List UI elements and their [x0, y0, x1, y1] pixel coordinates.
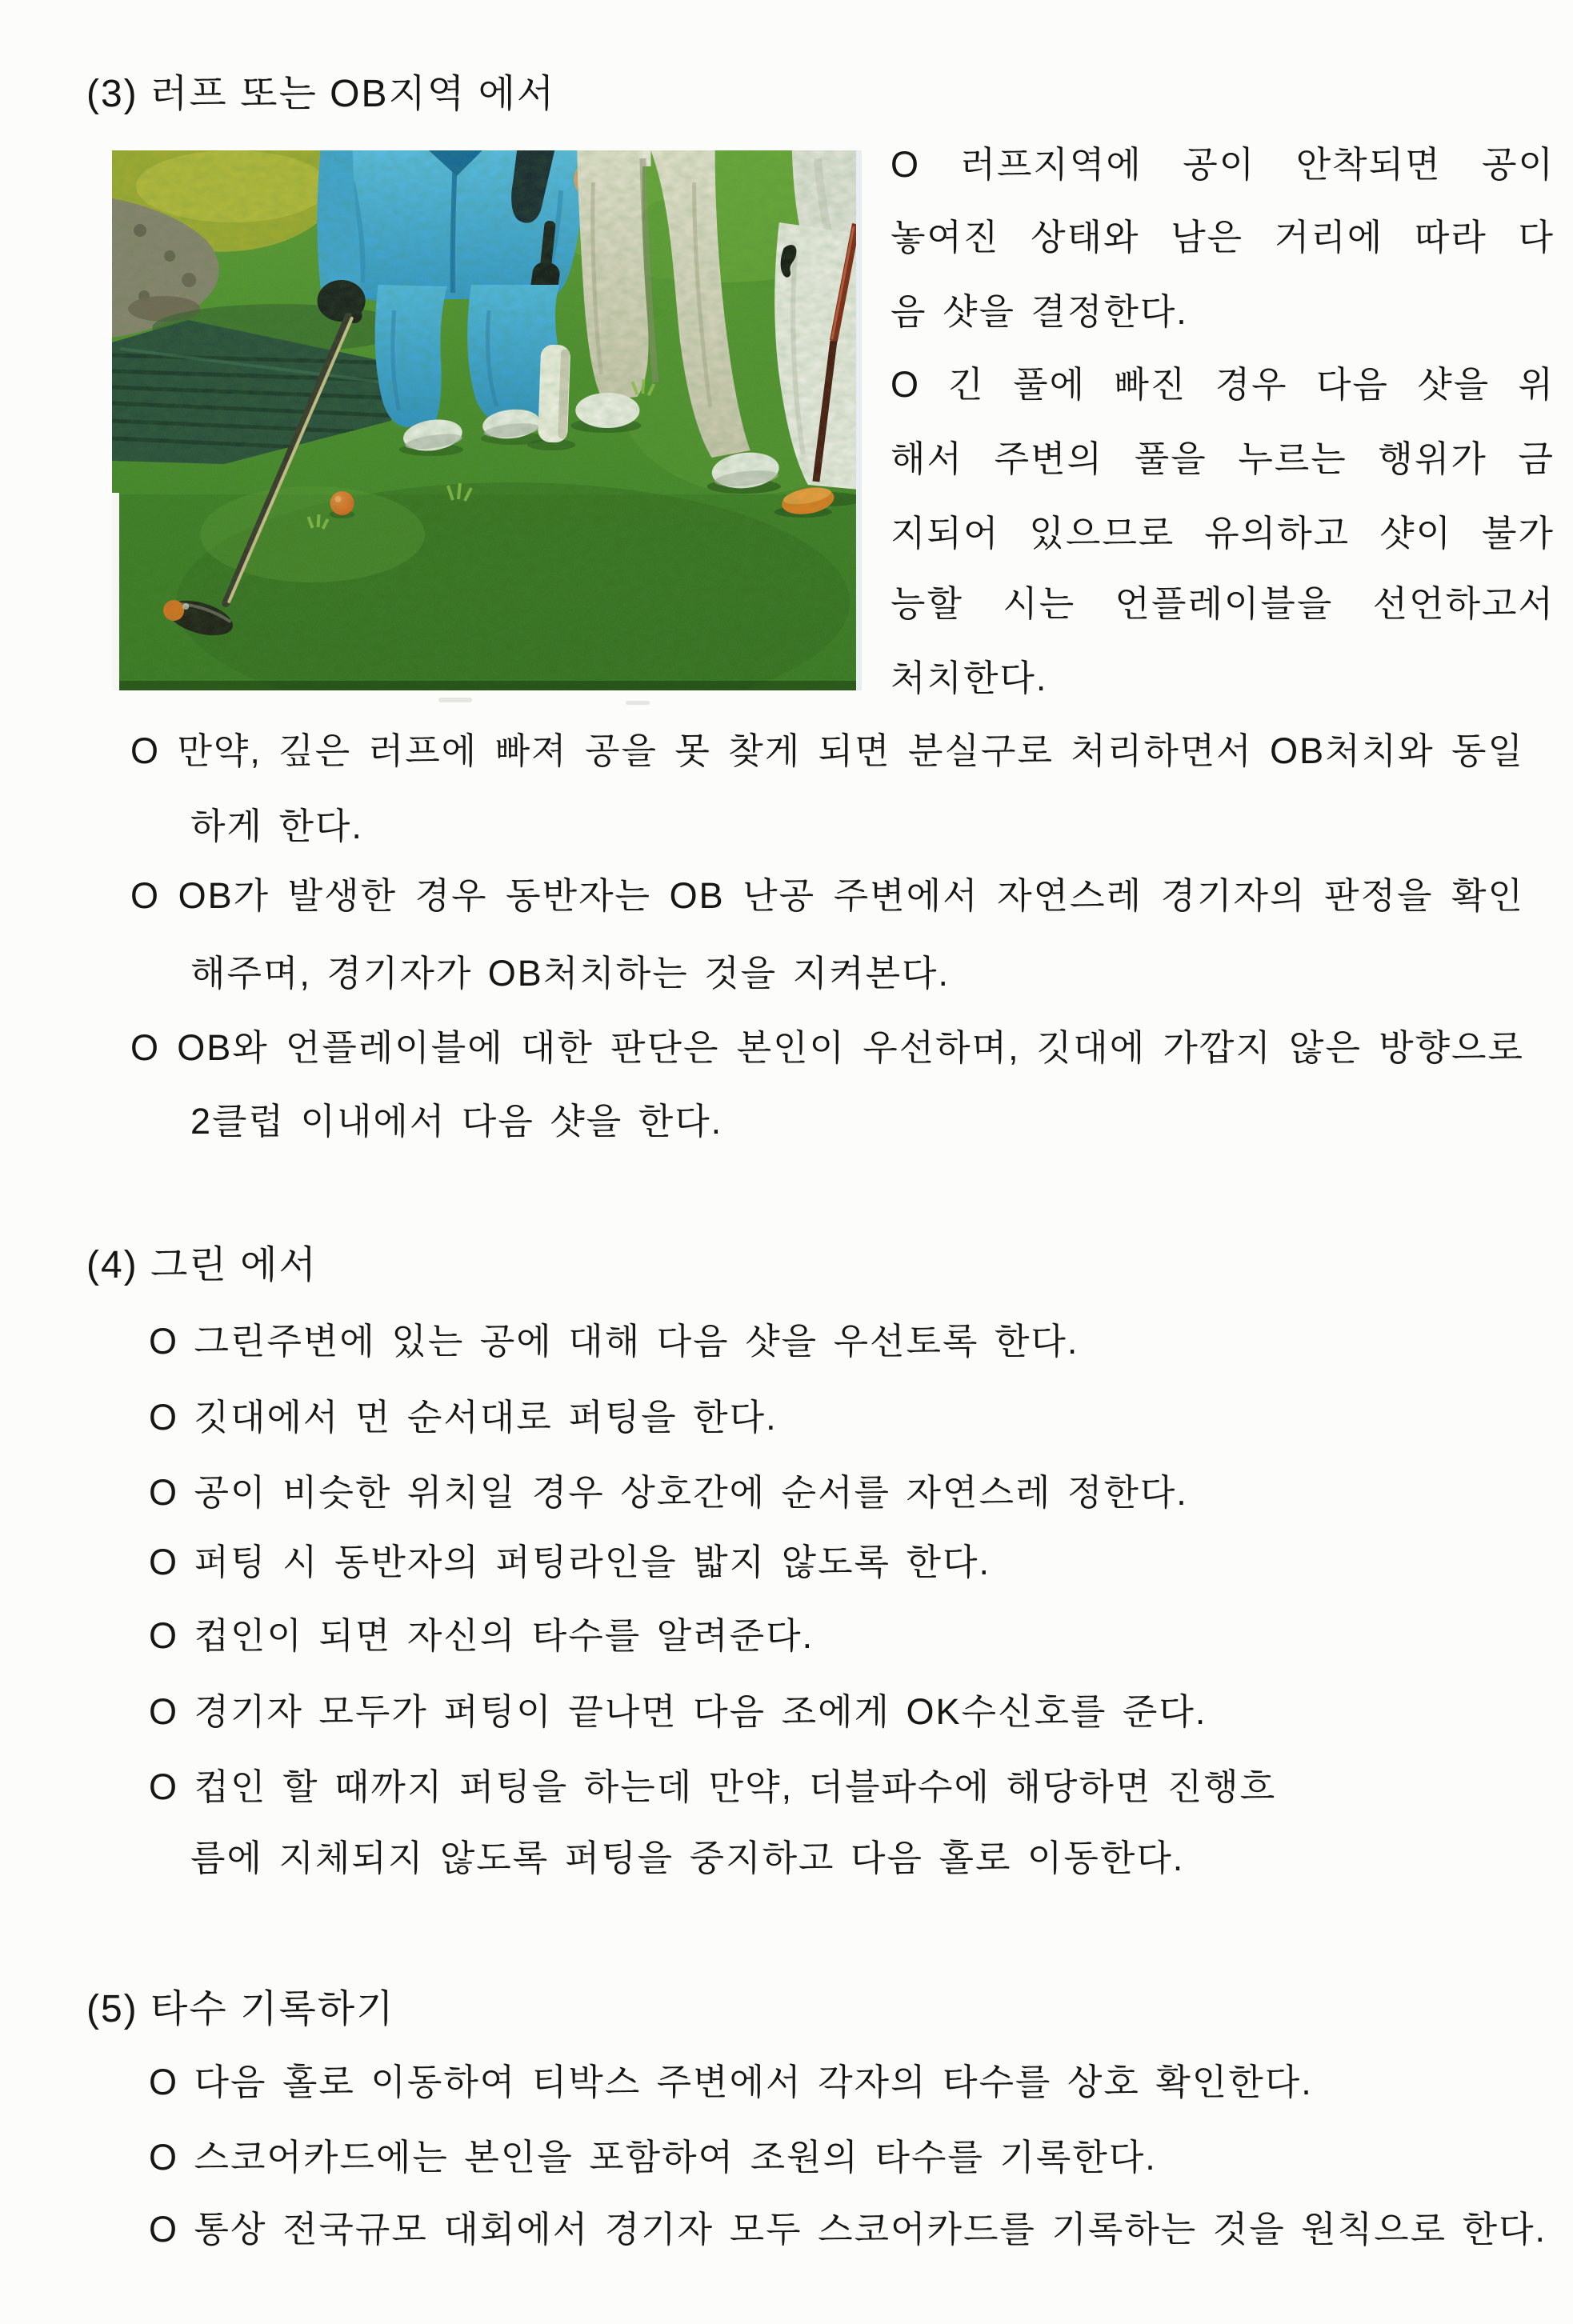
bullet-line: O 컵인이 되면 자신의 타수를 알려준다. — [149, 1615, 815, 1656]
bullet-line: O 경기자 모두가 퍼팅이 끝나면 다음 조에게 OK수신호를 준다. — [149, 1691, 1207, 1732]
photo-bottom-edge — [112, 681, 862, 690]
bullet-line: O 퍼팅 시 동반자의 퍼팅라인을 밟지 않도록 한다. — [149, 1542, 991, 1582]
photo-left-edge — [112, 493, 119, 690]
bullet-line: O OB가 발생한 경우 동반자는 OB 난공 주변에서 자연스레 경기자의 판정을 확인 — [130, 875, 1524, 916]
bullet-line: O 만약, 깊은 러프에 빠져 공을 못 찾게 되면 분실구로 처리하면서 OB처치와 동일 — [130, 730, 1524, 771]
bullet-line: O 다음 홀로 이동하여 티박스 주변에서 각자의 타수를 상호 확인한다. — [149, 2062, 1313, 2102]
bullet-line: O 깃대에서 먼 순서대로 퍼팅을 한다. — [149, 1397, 778, 1438]
text-line: 처치한다. — [891, 658, 1048, 698]
bullet-line: O 스코어카드에는 본인을 포함하여 조원의 타수를 기록한다. — [149, 2137, 1157, 2178]
golf-rough-photo — [112, 150, 862, 690]
section-4-heading: (4) 그린 에서 — [86, 1244, 318, 1286]
section-5-heading: (5) 타수 기록하기 — [86, 1988, 395, 2030]
golf-rough-photo-illustration — [112, 150, 862, 690]
bullet-continuation: 2클럽 이내에서 다음 샷을 한다. — [190, 1101, 723, 1142]
section-3-heading: (3) 러프 또는 OB지역 에서 — [86, 73, 556, 115]
bullet-continuation: 해주며, 경기자가 OB처치하는 것을 지켜본다. — [190, 953, 951, 994]
scan-smudge — [626, 701, 650, 705]
bullet-line: O OB와 언플레이블에 대한 판단은 본인이 우선하며, 깃대에 가깝지 않은 방향으로 — [130, 1027, 1524, 1068]
text-line: 해서 주변의 풀을 누르는 행위가 금 — [891, 438, 1555, 479]
text-line: 음 샷을 결정한다. — [891, 291, 1188, 332]
bullet-line: O 컵인 할 때까지 퍼팅을 하는데 만약, 더블파수에 해당하면 진행흐 — [149, 1766, 1277, 1807]
text-line: O 러프지역에 공이 안착되면 공이 — [891, 144, 1555, 185]
bullet-continuation: 름에 지체되지 않도록 퍼팅을 중지하고 다음 홀로 이동한다. — [190, 1838, 1185, 1878]
text-line: 놓여진 상태와 남은 거리에 따라 다 — [891, 217, 1555, 258]
bullet-continuation: 하게 한다. — [190, 806, 363, 846]
bullet-line: O 그린주변에 있는 공에 대해 다음 샷을 우선토록 한다. — [149, 1321, 1079, 1362]
bullet-line: O 공이 비슷한 위치일 경우 상호간에 순서를 자연스레 정한다. — [149, 1472, 1188, 1513]
text-line: 능할 시는 언플레이블을 선언하고서 — [891, 583, 1555, 624]
photo-right-edge — [856, 150, 862, 690]
text-line: 지되어 있으므로 유의하고 샷이 불가 — [891, 513, 1555, 554]
speckle-overlay — [112, 150, 862, 690]
text-line: O 긴 풀에 빠진 경우 다음 샷을 위 — [891, 364, 1555, 405]
scan-smudge — [438, 698, 472, 702]
bullet-line: O 통상 전국규모 대회에서 경기자 모두 스코어카드를 기록하는 것을 원칙으로 한다. — [149, 2209, 1547, 2250]
